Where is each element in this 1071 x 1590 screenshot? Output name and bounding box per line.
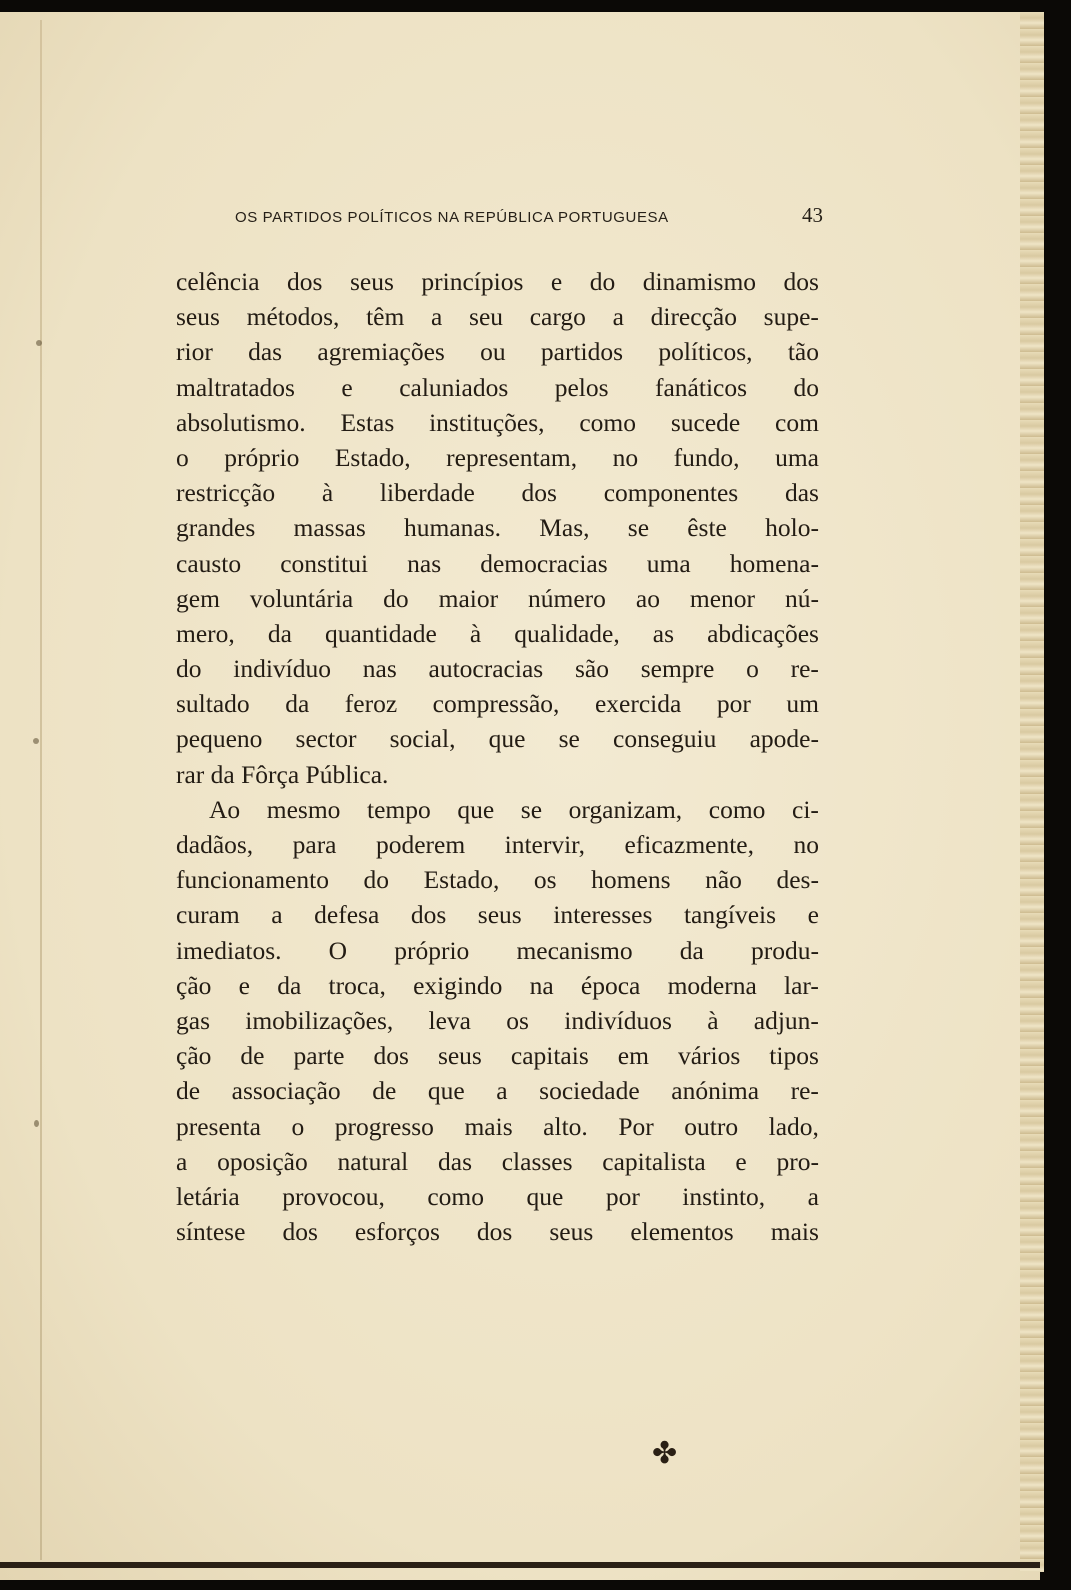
word: a [431, 302, 443, 332]
word: a [271, 900, 283, 930]
word: métodos, [246, 302, 340, 332]
word: a [807, 1181, 819, 1211]
word: fanáticos [655, 372, 748, 402]
text-line [176, 1073, 819, 1108]
word: nú- [784, 583, 819, 613]
word: o [176, 442, 189, 472]
word: compressão, [432, 689, 560, 719]
word: que [427, 1076, 465, 1106]
word: associação [231, 1076, 341, 1106]
word: das [248, 337, 283, 367]
word: em [617, 1041, 649, 1071]
word: defesa [314, 900, 380, 930]
word: dos [410, 900, 447, 930]
word: próprio [394, 935, 470, 965]
word: democracias [480, 548, 608, 578]
text-line [176, 475, 819, 510]
word: intervir, [504, 830, 586, 859]
word: o [291, 1111, 305, 1141]
word: seus [437, 1041, 482, 1071]
word: tangíveis [683, 900, 777, 930]
word: letária [176, 1181, 240, 1211]
word: das [438, 1146, 472, 1176]
word: que [488, 724, 526, 754]
word: mecanismo [516, 935, 633, 965]
word: um [786, 689, 819, 719]
word: políticos, [658, 337, 753, 367]
word: instituções, [429, 407, 545, 437]
word: do [589, 267, 616, 296]
word: por [716, 689, 751, 719]
ink-spot [34, 1120, 39, 1127]
word: princípios [421, 267, 524, 296]
word: do [383, 583, 409, 613]
line-text: rar da Fôrça Pública. [176, 759, 389, 789]
word: nas [362, 654, 397, 684]
word: tão [787, 337, 819, 367]
word: lar- [784, 970, 819, 1000]
word: à [469, 618, 482, 648]
word: seus [176, 302, 220, 332]
page-header [235, 203, 823, 228]
running-head: OS PARTIDOS POLÍTICOS NA REPÚBLICA PORTUGUESA [235, 209, 669, 226]
word: nas [407, 548, 442, 578]
word: uma [646, 548, 691, 578]
text-line [176, 1109, 819, 1144]
word: agremiações [317, 337, 445, 367]
text-line [176, 757, 819, 792]
word: caluniados [399, 372, 509, 402]
word: próprio [224, 442, 300, 472]
word: pro- [776, 1146, 819, 1176]
word: alto. [543, 1111, 588, 1141]
page-number: 43 [802, 203, 823, 227]
word: época [580, 970, 641, 1000]
word: curam [176, 900, 240, 930]
word: ou [480, 337, 506, 367]
word: de [240, 1041, 265, 1071]
word: abdicações [707, 618, 819, 648]
text-line [176, 334, 819, 369]
word: gem [176, 583, 220, 613]
text-line [176, 440, 819, 475]
word: organizam, [568, 794, 683, 824]
page-bottom-edge [0, 1562, 1040, 1568]
word: lado, [768, 1111, 819, 1141]
word: eficazmente, [624, 830, 754, 859]
word: Estado, [423, 865, 500, 895]
word: do [176, 654, 202, 684]
word: sultado [176, 689, 250, 719]
word: de [176, 1076, 201, 1106]
word: na [529, 970, 554, 1000]
word: anónima [671, 1076, 760, 1106]
word: holo- [765, 513, 819, 543]
word: Estado, [334, 442, 411, 472]
word: que [457, 794, 495, 824]
word: uma [775, 442, 819, 472]
word: Ao [209, 794, 241, 824]
word: moderna [667, 970, 757, 1000]
word: social, [389, 724, 456, 754]
word: têm [366, 302, 405, 332]
word: êste [687, 513, 727, 543]
word: imediatos. [176, 935, 282, 965]
word: seus [349, 267, 394, 296]
word: qualidade, [514, 618, 620, 648]
word: partidos [540, 337, 624, 367]
word: direcção [650, 302, 737, 332]
word: tempo [367, 794, 431, 824]
word: re- [790, 654, 819, 684]
word: do [793, 372, 819, 402]
word: das [784, 478, 819, 508]
word: que [526, 1181, 564, 1211]
ornament-icon: ✤ [652, 1437, 678, 1470]
body-text [176, 264, 819, 1249]
word: exigindo [413, 970, 503, 1000]
text-line [176, 721, 819, 756]
word: como [579, 407, 637, 437]
text-line [176, 1038, 819, 1073]
word: massas [293, 513, 366, 543]
word: mesmo [266, 794, 341, 824]
word: dos [373, 1041, 409, 1071]
word: leva [428, 1005, 472, 1035]
word: dadãos, [176, 830, 254, 859]
word: fundo, [673, 442, 740, 472]
text-line [176, 370, 819, 405]
word: como [708, 794, 766, 824]
text-line [176, 299, 819, 334]
text-line [176, 616, 819, 651]
word: e [735, 1146, 747, 1176]
word: componentes [603, 478, 739, 508]
word: pelos [554, 372, 609, 402]
word: feroz [344, 689, 398, 719]
text-line [176, 933, 819, 968]
word: dos [783, 267, 819, 296]
ink-spot [33, 738, 39, 744]
word: dos [282, 1217, 318, 1247]
word: menor [689, 583, 756, 613]
word: classes [501, 1146, 573, 1176]
word: voluntária [249, 583, 354, 613]
word: Por [618, 1111, 654, 1141]
word: da [679, 935, 704, 965]
word: produ- [750, 935, 819, 965]
word: são [574, 654, 609, 684]
word: instinto, [682, 1181, 766, 1211]
word: liberdade [379, 478, 475, 508]
word: síntese [176, 1217, 246, 1247]
word: quantidade [324, 618, 437, 648]
word: maior [438, 583, 499, 613]
text-line [176, 827, 819, 862]
word: troca, [328, 970, 386, 1000]
word: poderem [375, 830, 466, 859]
word: se [520, 794, 543, 824]
word: celência [176, 267, 260, 296]
word: maltratados [176, 372, 295, 402]
text-line [176, 581, 819, 616]
word: e [238, 970, 250, 1000]
word: capitais [510, 1041, 589, 1071]
word: e [341, 372, 353, 402]
word: indivíduo [233, 654, 332, 684]
text-line [176, 264, 819, 299]
word: homena- [729, 548, 819, 578]
text-line [176, 897, 819, 932]
text-line [176, 1179, 819, 1214]
word: restricção [176, 478, 276, 508]
word: ci- [792, 794, 819, 824]
word: capitalista [602, 1146, 706, 1176]
word: dos [521, 478, 557, 508]
word: se [627, 513, 650, 543]
text-line [176, 862, 819, 897]
word: homens [591, 865, 671, 895]
word: elementos [630, 1217, 734, 1247]
word: gas [176, 1005, 210, 1035]
word: autocracias [428, 654, 544, 684]
word: oposição [217, 1146, 308, 1176]
word: dos [287, 267, 323, 296]
word: rior [176, 337, 213, 367]
word: sociedade [539, 1076, 640, 1106]
word: no [612, 442, 639, 472]
word: mero, [176, 618, 235, 648]
word: funcionamento [176, 865, 329, 895]
text-line [176, 1003, 819, 1038]
word: a [176, 1146, 188, 1176]
word: causto [176, 548, 242, 578]
word: número [528, 583, 606, 613]
text-line [176, 686, 819, 721]
word: tipos [769, 1041, 819, 1071]
word: com [775, 407, 819, 437]
text-line [176, 405, 819, 440]
word: seus [549, 1217, 594, 1247]
word: da [267, 618, 292, 648]
word: provocou, [282, 1181, 385, 1211]
word: à [707, 1005, 719, 1035]
word: vários [677, 1041, 741, 1071]
word: de [372, 1076, 397, 1106]
word: progresso [334, 1111, 434, 1141]
word: o [746, 654, 759, 684]
word: mais [770, 1217, 819, 1247]
word: conseguiu [613, 724, 717, 754]
word: ao [635, 583, 660, 613]
word: ção [176, 970, 212, 1000]
text-line [176, 968, 819, 1003]
word: indivíduos [564, 1005, 672, 1035]
word: sempre [640, 654, 715, 684]
page-gutter-edge [40, 20, 42, 1560]
word: as [652, 618, 675, 648]
word: O [328, 935, 348, 965]
word: os [506, 1005, 529, 1035]
word: a [496, 1076, 508, 1106]
text-line [176, 1214, 819, 1249]
word: sucede [670, 407, 741, 437]
word: outro [684, 1111, 739, 1141]
word: os [533, 865, 557, 895]
text-line [176, 546, 819, 581]
word: presenta [176, 1111, 261, 1141]
text-line [176, 1144, 819, 1179]
word: a [612, 302, 624, 332]
word: grandes [176, 513, 256, 543]
word: e [550, 267, 563, 296]
word: como [427, 1181, 485, 1211]
word: Mas, [539, 513, 590, 543]
word: ção [176, 1041, 212, 1071]
word: constitui [280, 548, 369, 578]
word: da [277, 970, 302, 1000]
word: seus [477, 900, 522, 930]
word: no [793, 830, 819, 859]
word: dinamismo [642, 267, 757, 296]
word: adjun- [753, 1005, 819, 1035]
word: des- [776, 865, 819, 895]
word: dos [476, 1217, 513, 1247]
word: cargo [529, 302, 586, 332]
word: representam, [446, 442, 578, 472]
word: do [363, 865, 390, 895]
word: se [558, 724, 580, 754]
word: exercida [594, 689, 682, 719]
word: humanas. [404, 513, 502, 543]
word: não [705, 865, 742, 895]
word: re- [790, 1076, 819, 1106]
word: mais [464, 1111, 513, 1141]
word: interesses [553, 900, 653, 930]
text-line [176, 651, 819, 686]
word: natural [337, 1146, 409, 1176]
word: para [292, 830, 337, 859]
word: e [807, 900, 819, 930]
page-fore-edge [1020, 12, 1044, 1572]
word: parte [293, 1041, 345, 1071]
word: Estas [340, 407, 395, 437]
text-line [176, 510, 819, 545]
ink-spot [36, 340, 42, 346]
word: pequeno [176, 724, 263, 754]
text-line [176, 792, 819, 827]
word: seu [469, 302, 504, 332]
word: supe- [763, 302, 819, 332]
word: absolutismo. [176, 407, 306, 437]
word: da [285, 689, 310, 719]
word: por [605, 1181, 640, 1211]
word: apode- [749, 724, 819, 754]
word: à [321, 478, 334, 508]
word: imobilizações, [245, 1005, 394, 1035]
word: sector [295, 724, 357, 754]
word: esforços [354, 1217, 440, 1247]
